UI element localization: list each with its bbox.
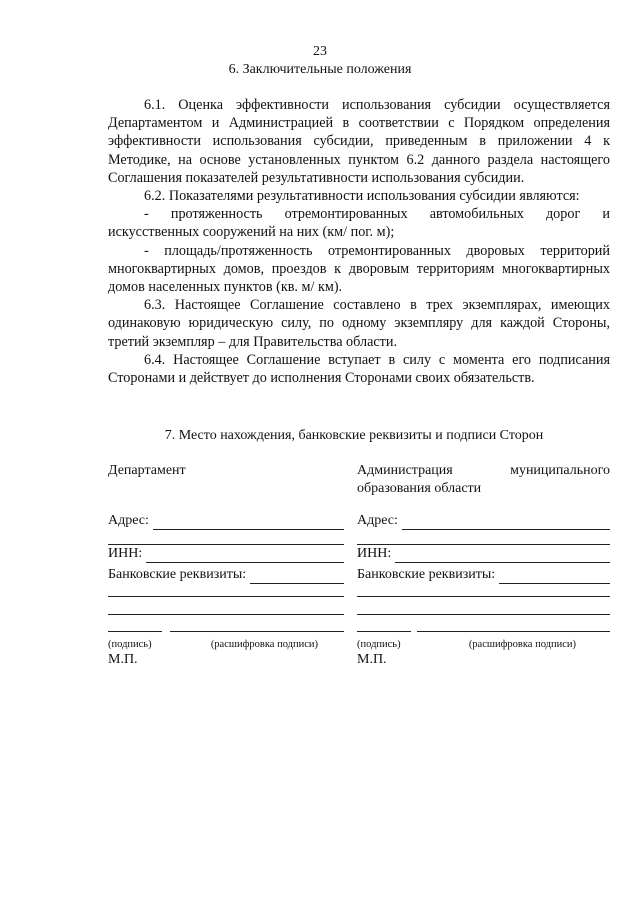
bank-field-line [499, 569, 610, 584]
blank-line [357, 596, 610, 597]
paragraph-6-2: 6.2. Показателями результативности использования субсидии являются: [144, 188, 580, 205]
address-field-line [153, 515, 344, 530]
address-label: Адрес: [357, 513, 398, 528]
bank-row [357, 566, 610, 584]
blank-line [108, 614, 344, 615]
signature-line [108, 631, 162, 632]
inn-field-line [395, 548, 610, 563]
section-7-title: 7. Место нахождения, банковские реквизиты и подписи Сторон [164, 428, 544, 443]
stamp-place: М.П. [357, 652, 387, 667]
signature-decode-line [417, 631, 610, 632]
signature-caption: (подпись) [357, 639, 401, 650]
bank-label: Банковские реквизиты: [108, 567, 247, 582]
decode-caption: (расшифровка подписи) [468, 639, 576, 650]
signature-line [357, 631, 411, 632]
inn-row [108, 545, 344, 563]
inn-row [357, 545, 610, 563]
paragraph-6-3: 6.3. Настоящее Соглашение составлено в трех экземплярах, имеющих одинаковую юридическую силу, по одному экземпляру для каждой Стороны, третий экземпляр – для Правительства области. [108, 297, 610, 350]
signature-caption: (подпись) [108, 639, 152, 650]
blank-line [108, 596, 344, 597]
signature-captions [357, 636, 610, 654]
inn-field-line [146, 548, 344, 563]
address-row [108, 512, 344, 530]
signature-decode-line [170, 631, 344, 632]
inn-label: ИНН: [108, 546, 143, 561]
address-field-line [402, 515, 610, 530]
blank-line [357, 614, 610, 615]
paragraph-6-4: 6.4. Настоящее Соглашение вступает в силу с момента его подписания Сторонами и действует до исполнения Сторонами своих обязательств. [108, 351, 610, 387]
paragraph-6-1: 6.1. Оценка эффективности использования субсидии осуществляется Департаментом и Администрацией в соответствии с Порядком определения эффективности использования субсидии, приведенным в приложении 4 к Методике, на основе установленных пунктом 6.2 данного раздела настоящего Соглашения показателей результативности использования субсидии. [108, 97, 610, 186]
page-number: 23 [313, 44, 327, 59]
requisites-department [108, 0, 344, 905]
indicator-item-yards: - площадь/протяженность отремонтированных дворовых территорий многоквартирных домов, проездов к дворовым территориям многоквартирных домов населенных пунктов (кв. м/ км). [108, 242, 610, 296]
signature-captions [108, 636, 344, 654]
address-label: Адрес: [108, 513, 149, 528]
indicator-item-roads: - протяженность отремонтированных автомобильных дорог и искусственных сооружений на них (км/ пог. м); [108, 206, 610, 241]
party-name-administration: Администрация муниципального образования области [357, 463, 610, 496]
bank-label: Банковские реквизиты: [357, 567, 496, 582]
address-row [357, 512, 610, 530]
requisites-administration [357, 0, 610, 905]
stamp-place: М.П. [108, 652, 138, 667]
section-6-title: 6. Заключительные положения [228, 62, 412, 77]
bank-field-line [250, 569, 344, 584]
bank-row [108, 566, 344, 584]
inn-label: ИНН: [357, 546, 392, 561]
decode-caption: (расшифровка подписи) [210, 639, 318, 650]
party-name-department: Департамент [108, 463, 186, 478]
